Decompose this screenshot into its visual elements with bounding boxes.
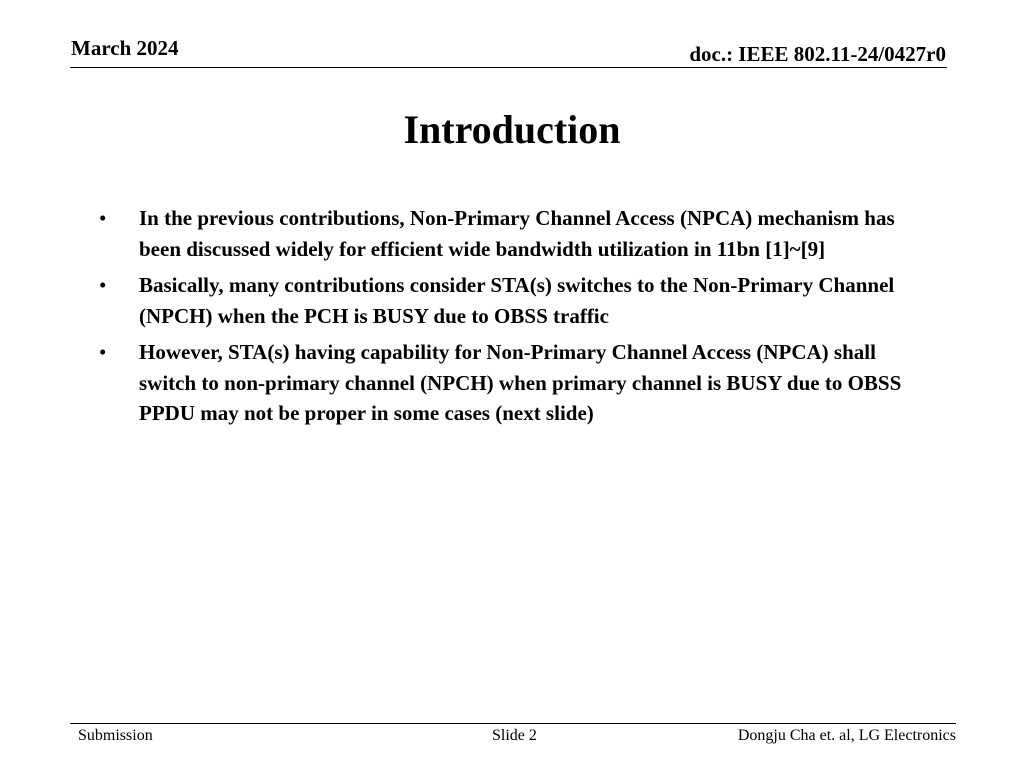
bullet-item bbox=[98, 203, 928, 264]
bullet-text: In the previous contributions, Non-Primary Channel Access (NPCA) mechanism has been discussed widely for efficient wide bandwidth utilization in 11bn [1]~[9] bbox=[139, 206, 895, 261]
slide-title: Introduction bbox=[403, 107, 621, 152]
footer-slide-number: Slide 2 bbox=[492, 727, 537, 744]
footer-divider bbox=[70, 723, 956, 724]
bullet-icon: • bbox=[99, 273, 107, 297]
footer-authors: Dongju Cha et. al, LG Electronics bbox=[737, 727, 956, 744]
bullet-item bbox=[98, 337, 928, 429]
bullet-text: Basically, many contributions consider STA(s) switches to the Non-Primary Channel (NPCH) when the PCH is BUSY due to OBSS traffic bbox=[139, 273, 895, 328]
bullet-icon: • bbox=[99, 206, 107, 230]
bullet-text: However, STA(s) having capability for Non-Primary Channel Access (NPCA) shall switch to non-primary channel (NPCH) when primary channel is BUSY due to OBSS PPDU may not be proper in some cases (next slide) bbox=[139, 340, 902, 425]
bullet-item bbox=[98, 270, 928, 331]
bullet-icon: • bbox=[99, 340, 107, 364]
header-doc-id: doc.: IEEE 802.11-24/0427r0 bbox=[689, 42, 946, 66]
footer-submission: Submission bbox=[78, 727, 153, 744]
header-divider bbox=[70, 67, 947, 68]
bullet-list bbox=[98, 203, 928, 435]
header-date: March 2024 bbox=[71, 36, 179, 60]
